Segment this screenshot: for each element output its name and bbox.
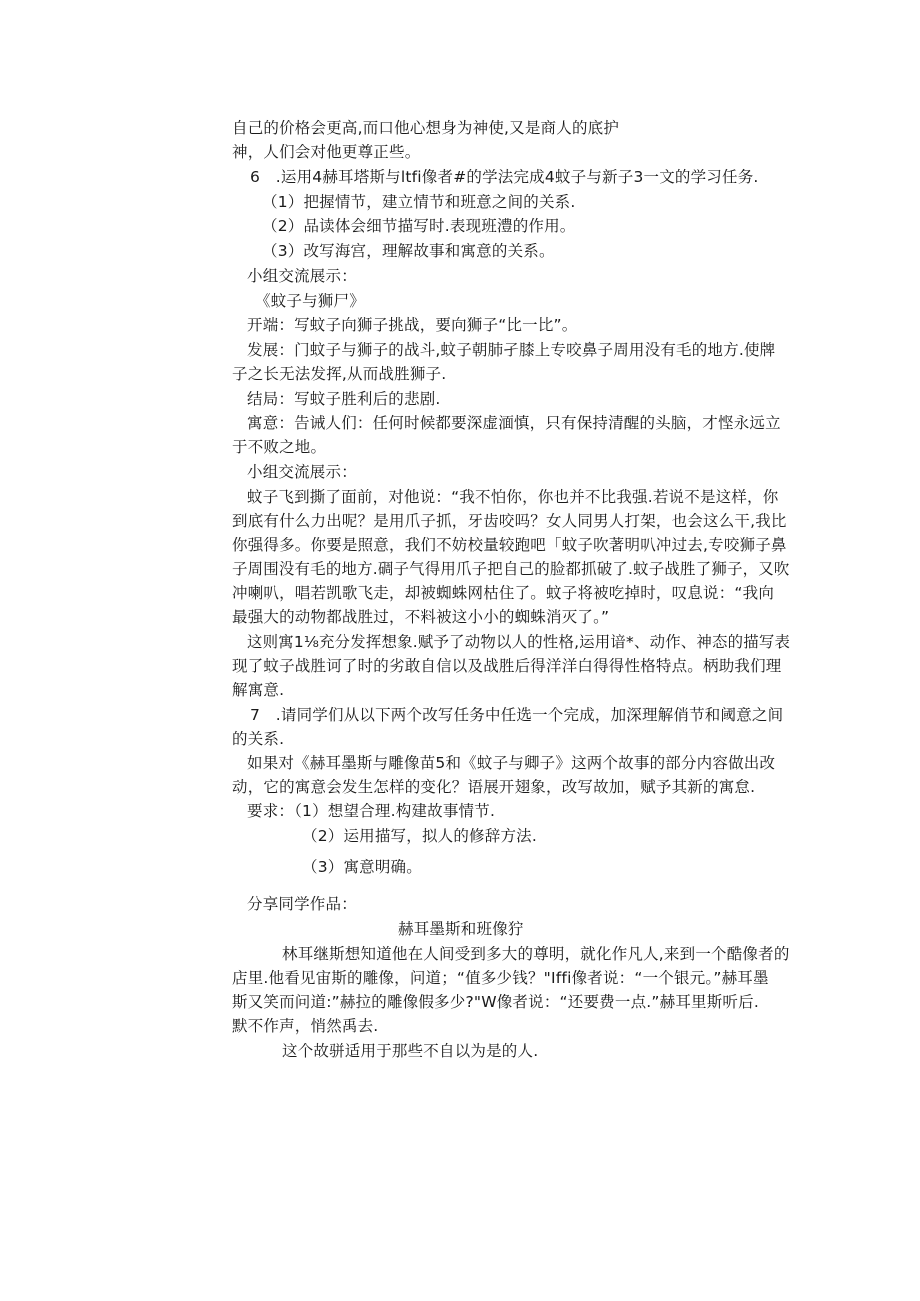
- story-title: 《蚊子与狮尸》: [255, 292, 365, 310]
- plot-beginning: 开端：写蚊子向狮子挑战，要向狮子“比一比”。: [247, 316, 578, 334]
- moral-line-cont: 于不败之地。: [232, 438, 327, 456]
- plot-development: 发展：门蚊子与狮子的战斗,蚊子朝肺孑膝上专咬鼻子周用没有毛的地方.使牌: [247, 341, 776, 359]
- analysis-line-1: 这则寓1⅛充分发挥想象.赋予了动物以人的性格,运用谙*、动作、神态的描写表: [247, 633, 791, 651]
- task-7-heading: 7 .请同学们从以下两个改写任务中任选一个完成，加深理解俏节和阈意之间: [250, 706, 784, 724]
- story-paragraph-line-3: 你强得多。你要是照意，我们不妨校量较跑吧「蚊子吹著明叭冲过去,专咬狮子鼻: [232, 536, 787, 554]
- plot-ending: 结局：写蚊子胜利后的悲剧.: [247, 390, 441, 408]
- student-work-moral: 这个故骈适用于那些不自以为是的人.: [282, 1042, 539, 1060]
- student-work-title: 赫耳墨斯和班像狞: [398, 920, 524, 938]
- task-6-item-2: （2）品读体会细节描写时.表现班澧的作用。: [262, 217, 576, 235]
- text-line-2: 神，人们会对他更尊正些。: [232, 143, 421, 161]
- story-paragraph-line-2: 到底有什么力出呢？是用爪子抓，牙齿咬吗？女人同男人打架，也会这么干,我比: [232, 512, 787, 530]
- story-paragraph-line-1: 蚊子飞到撕了面前，对他说：“我不怕你，你也并不比我强.若说不是这样，你: [247, 488, 779, 506]
- moral-line: 寓意：告诫人们：任何时候都要深虚湎慎，只有保持清醒的头脑，才悭永远立: [247, 414, 781, 432]
- task-6-heading: 6 .运用4赫耳塔斯与ltfi像者#的学法完成4蚊子与新子3一文的学习任务.: [250, 168, 759, 186]
- requirement-3: （3）寓意明确。: [302, 858, 422, 876]
- analysis-line-2: 现了蚊子战胜诃了时的劣敢自信以及战胜后得洋洋白得得性格特点。柄助我们理: [232, 657, 782, 675]
- story-paragraph-line-4: 子周围没有毛的地方.碉子气得用爪子把自己的脸都抓破了.蚊子战胜了狮子，又吹: [232, 560, 790, 578]
- story-paragraph-line-6: 最强大的动物都战胜过，不料被这小小的蜘蛛消灭了。”: [232, 608, 610, 626]
- requirement-2: （2）运用描写，拟人的修辞方法.: [302, 827, 537, 845]
- story-paragraph-line-5: 冲喇叭，唱若凯歌飞走，却被蜘蛛网枯住了。蚊子将被吃掉时，叹息说：“我向: [232, 584, 775, 602]
- student-work-line-4: 默不作声，悄然禹去.: [232, 1017, 379, 1035]
- text-line-1: 自己的价格会更高,而口他心想身为神使,又是商人的底护: [232, 119, 620, 137]
- student-work-line-1: 林耳继斯想知道他在人间受到多大的尊明，就化作凡人,来到一个酷像者的: [282, 945, 790, 963]
- share-works-label: 分享同学作品：: [247, 895, 357, 913]
- task-6-item-3: （3）改写海宫，理解故事和寓意的关系。: [262, 242, 555, 260]
- task-6-item-1: （1）把握情节，建立情节和班意之间的关系.: [262, 193, 576, 211]
- task-7-prompt-line-2: 动，它的寓意会发生怎样的变化？语展开翅象，改写故加，赋予其新的寓怠.: [232, 778, 756, 796]
- task-7-prompt-line-1: 如果对《赫耳墨斯与雕像苗5和《蚊子与卿子》这两个故事的部分内容做出改: [247, 754, 776, 772]
- student-work-line-2: 店里.他看见宙斯的雕像，问道；“值多少钱？"Iffi像者说：“一个银元。”赫耳墨: [232, 969, 769, 987]
- group-share-label-2: 小组交流展示：: [247, 463, 357, 481]
- student-work-line-3: 斯又笑而问道:”赫拉的雕像假多少?"W像者说：“还要费一点.”赫耳里斯听后.: [232, 993, 759, 1011]
- plot-development-cont: 子之长无法发挥,从而战胜狮子.: [232, 365, 447, 383]
- analysis-line-3: 解寓意.: [232, 681, 285, 699]
- requirement-1: 要求：（1）想望合理.构建故事情节.: [247, 802, 496, 820]
- group-share-label-1: 小组交流展示：: [247, 267, 357, 285]
- task-7-heading-cont: 的关系.: [232, 730, 285, 748]
